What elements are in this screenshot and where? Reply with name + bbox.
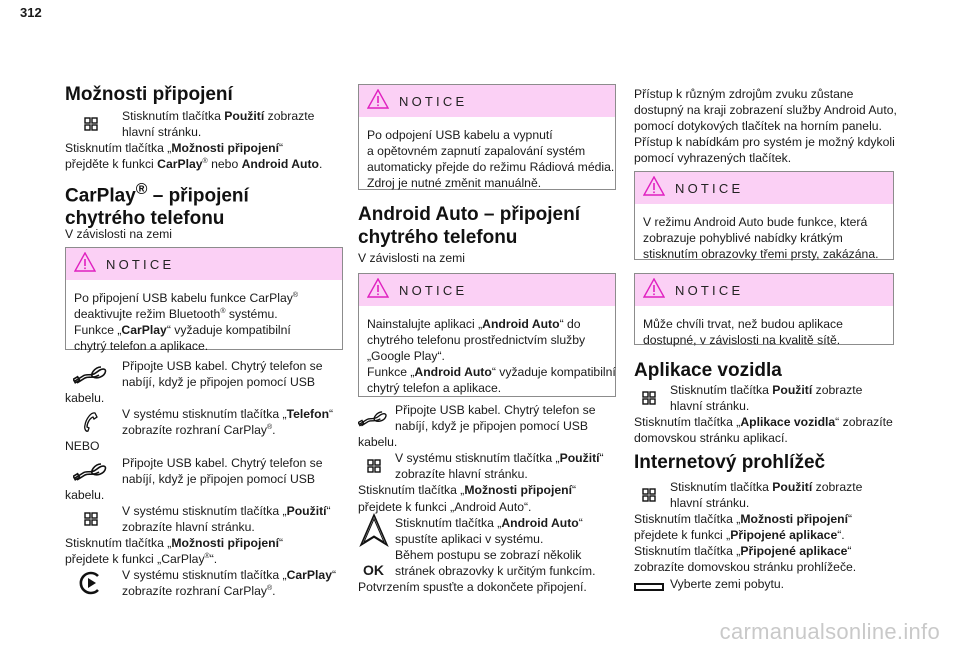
paragraph (634, 86, 897, 166)
registered-mark: spustíte aplikaci v systému. (395, 531, 544, 546)
instruction-item (634, 576, 894, 592)
text-line (65, 487, 343, 503)
heading-line (634, 359, 894, 382)
registered-mark: nabíjí, když je připojen pomocí USB (122, 471, 316, 486)
registered-mark: přejděte k funkci (65, 157, 158, 172)
registered-mark: “ (572, 483, 577, 498)
notice-body (66, 280, 342, 360)
registered-mark: zobrazte (812, 480, 863, 494)
text-line (358, 402, 616, 418)
text-line (367, 143, 607, 159)
registered-mark: zobrazíte rozhraní CarPlay (122, 584, 267, 599)
text-line (367, 364, 616, 380)
warning-icon (643, 176, 665, 201)
registered-mark: zobrazte (812, 383, 863, 397)
registered-mark: systému. (225, 307, 278, 322)
heading-line (634, 451, 894, 474)
text-line (367, 348, 607, 364)
browser-steps (634, 479, 894, 592)
watermark: carmanualsonline.info (719, 619, 940, 644)
instruction-item (65, 108, 343, 172)
text-line (634, 382, 894, 398)
android-auto-steps (358, 402, 616, 595)
registered-mark: ® (266, 424, 273, 432)
registered-mark: “. (209, 552, 218, 567)
heading-line (358, 203, 616, 226)
notice-header (66, 248, 342, 280)
bold-text: Telefon (286, 407, 330, 422)
registered-mark: ® (202, 158, 208, 166)
bold-text: Android Auto (414, 365, 492, 380)
notice-header (359, 274, 615, 306)
registered-mark: nebo (207, 157, 242, 172)
registered-mark: Potvrzením spusťte a dokončete připojení. (358, 580, 587, 595)
registered-mark: Vyberte zemi pobytu. (670, 576, 785, 591)
bold-text: Aplikace vozidla (740, 415, 836, 430)
registered-mark: a opětovném zapnutí zapalování systém (367, 144, 586, 159)
registered-mark: Stisknutím tlačítka (122, 109, 225, 123)
paragraph (358, 250, 616, 266)
heading-line (65, 83, 343, 106)
text-line (358, 563, 616, 579)
registered-mark: NEBO (65, 439, 100, 454)
section-browser-title (634, 451, 894, 474)
bold-text: Android Auto (482, 317, 560, 331)
registered-mark: V systému stisknutím tlačítka „ (122, 503, 287, 518)
registered-mark: Stisknutím tlačítka (670, 480, 773, 494)
usb-disconnect-notice (358, 84, 616, 190)
notice-title: NOTICE (675, 282, 744, 298)
registered-mark: Stisknutím tlačítka „ (634, 544, 741, 559)
network-quality-notice (634, 273, 894, 348)
instruction-item (65, 503, 343, 567)
heading-line (358, 226, 616, 249)
text-line (358, 579, 616, 595)
android-country-note (358, 250, 616, 266)
notice-header (635, 274, 893, 306)
registered-mark: přejdete k funkci „Android Auto“. (358, 499, 532, 514)
registered-mark: stránek obrazovky k určitým funkcím. (395, 563, 596, 578)
registered-mark: Funkce „ (367, 365, 415, 380)
audio-sources-paragraph (634, 86, 897, 166)
text-line (634, 134, 894, 150)
registered-mark: V režimu Android Auto bude funkce, která (643, 215, 868, 229)
page-number: 312 (20, 5, 42, 20)
registered-mark: “ (279, 141, 284, 156)
instruction-item (358, 547, 616, 595)
text-line (634, 495, 894, 511)
text-line (634, 150, 894, 166)
bold-text: Použití (286, 503, 327, 518)
registered-mark: hlavní stránku. (670, 496, 750, 511)
carplay-notice (65, 247, 343, 354)
registered-mark: chytrého telefonu prostřednictvím služby (367, 333, 586, 348)
phone-icon (65, 406, 116, 438)
bold-text: Použití (224, 109, 265, 123)
text-line (367, 159, 615, 175)
registered-mark: “ vyžaduje kompatibilní (166, 323, 291, 338)
registered-mark: „Google Play“. (367, 349, 445, 364)
text-line (634, 576, 894, 592)
text-line (358, 434, 616, 450)
registered-mark: Zdroj je nutné změnit manuálně. (367, 176, 542, 191)
registered-mark: V systému stisknutím tlačítka „ (395, 451, 560, 466)
bold-text: Možnosti připojení (740, 512, 848, 527)
registered-mark: “ (279, 536, 284, 551)
registered-mark: “ (599, 451, 604, 466)
registered-mark: CarPlay (65, 185, 136, 207)
bold-text: Použití (772, 383, 813, 397)
registered-mark: nabíjí, když je připojen pomocí USB (395, 419, 589, 434)
usb-cable-icon (65, 358, 116, 390)
text-line (74, 338, 334, 354)
notice-body (635, 204, 893, 268)
text-line (634, 479, 894, 495)
registered-mark: zobrazíte domovskou stránku prohlížeče. (634, 560, 857, 575)
text-line (643, 214, 885, 230)
bold-text: Připojené aplikace (740, 544, 848, 559)
registered-mark: Stisknutím tlačítka „ (634, 512, 741, 527)
registered-mark: . (272, 584, 276, 599)
notice-title: NOTICE (106, 256, 175, 272)
section-connectivity-title (65, 83, 343, 106)
instruction-item (634, 479, 894, 576)
notice-title: NOTICE (675, 180, 744, 196)
registered-mark: Stisknutím tlačítka „ (634, 415, 741, 430)
registered-mark: “ (847, 544, 852, 559)
paragraph (65, 226, 343, 242)
carplay-country-note (65, 226, 343, 242)
registered-mark: Připojte USB kabel. Chytrý telefon se (122, 359, 323, 373)
notice-header (359, 85, 615, 117)
bold-text: Připojené aplikace (730, 528, 838, 543)
registered-mark: pomocí dotykových tlačítek na horním panelu. (634, 119, 882, 134)
vehicle-apps-steps (634, 382, 894, 446)
instruction-item (358, 402, 616, 450)
section-android-auto-title (358, 203, 616, 249)
text-line (358, 531, 616, 547)
notice-body (635, 306, 893, 354)
registered-mark: Připojte USB kabel. Chytrý telefon se (395, 403, 596, 417)
carplay-icon (65, 567, 116, 599)
warning-icon (643, 278, 665, 303)
text-line (634, 414, 894, 430)
warning-icon (367, 278, 389, 303)
instruction-item (358, 515, 616, 547)
text-line (65, 390, 343, 406)
registered-mark: stisknutím obrazovky třemi prsty, zakázána. (643, 247, 879, 262)
registered-mark: Přístup k nabídkám pro systém je možný kdykoli (634, 135, 895, 150)
registered-mark: přejdete k funkci „CarPlay (65, 552, 205, 567)
instruction-item (358, 450, 616, 514)
bold-text: Použití (772, 480, 813, 494)
text-line (643, 230, 885, 246)
bold-text: Možnosti připojení (464, 483, 572, 498)
text-line (65, 226, 343, 242)
registered-mark: . (319, 157, 323, 172)
registered-mark: Nainstalujte aplikaci „ (367, 317, 483, 331)
registered-mark: ® (135, 181, 148, 198)
text-line (65, 551, 343, 567)
android-install-notice (358, 273, 616, 397)
registered-mark: zobrazuje pohyblivé nabídky krátkým (643, 231, 843, 246)
registered-mark: “ zobrazíte (835, 415, 893, 430)
registered-mark: Připojte USB kabel. Chytrý telefon se (122, 455, 323, 470)
text-line (65, 438, 343, 454)
registered-mark: zobrazíte rozhraní CarPlay (122, 423, 267, 438)
registered-mark: Android Auto – připojení (358, 204, 580, 225)
usb-cable-icon (358, 402, 389, 434)
registered-mark: hlavní stránku. (122, 125, 202, 140)
notice-title: NOTICE (399, 93, 468, 109)
text-line (358, 499, 616, 515)
text-line (643, 332, 885, 348)
grid-icon (358, 450, 389, 482)
registered-mark: zobrazte (264, 109, 315, 123)
registered-mark: Po odpojení USB kabelu a vypnutí (367, 128, 553, 142)
registered-mark: chytrý telefon a aplikace. (367, 381, 502, 396)
registered-mark: ® (266, 585, 273, 593)
registered-mark: “ (329, 407, 334, 422)
grid-icon (634, 382, 664, 414)
registered-mark: ® (220, 308, 226, 316)
registered-mark: kabelu. (65, 391, 105, 406)
text-line (634, 118, 894, 134)
bold-text: Android Auto (241, 157, 320, 172)
warning-icon (367, 89, 389, 114)
registered-mark: V závislosti na zemi (65, 227, 173, 241)
text-line (65, 140, 343, 156)
usb-cable-icon (65, 455, 116, 487)
registered-mark: dostupný na kraji zobrazení služby Android Auto, (634, 103, 897, 118)
registered-mark: “ (578, 515, 583, 530)
instruction-item (65, 358, 343, 406)
registered-mark: – připojení (147, 185, 249, 207)
registered-mark: V závislosti na zemi (358, 251, 466, 265)
section-vehicle-apps-title (634, 359, 894, 382)
text-line (358, 250, 616, 266)
registered-mark: pomocí vyhrazených tlačítek. (634, 151, 792, 166)
text-line (74, 322, 334, 338)
registered-mark: kabelu. (358, 435, 398, 450)
connectivity-intro (65, 108, 343, 172)
grid-icon (65, 108, 116, 140)
bold-text: Použití (559, 451, 600, 466)
text-line (74, 306, 334, 322)
registered-mark: dostupné, v závislosti na kvalitě sítě. (643, 333, 841, 348)
heading-line (65, 178, 343, 207)
registered-mark: Internetový prohlížeč (634, 452, 826, 473)
registered-mark: kabelu. (65, 487, 105, 502)
registered-mark: chytrého telefonu (65, 208, 225, 230)
registered-mark: Stisknutím tlačítka „ (395, 515, 502, 530)
registered-mark: ® (292, 292, 298, 299)
text-line (74, 290, 334, 306)
bold-text: Android Auto (501, 515, 579, 530)
registered-mark: “ vyžaduje kompatibilní (491, 365, 616, 380)
registered-mark: chytrého telefonu (358, 227, 518, 248)
registered-mark: “ (326, 503, 331, 518)
registered-mark: Aplikace vozidla (634, 360, 782, 381)
registered-mark: ® (204, 553, 210, 561)
text-line (634, 430, 894, 446)
bold-text: Možnosti připojení (171, 536, 279, 551)
section-carplay-title (65, 178, 343, 230)
bold-text: CarPlay (121, 323, 167, 338)
flag-icon (634, 576, 664, 592)
grid-icon (65, 503, 116, 535)
bold-text: CarPlay (286, 568, 332, 583)
ok-label: OK (363, 561, 384, 578)
text-line (634, 86, 894, 102)
text-line (634, 398, 894, 414)
registered-mark: Funkce „ (74, 323, 122, 338)
text-line (634, 543, 894, 559)
registered-mark: přejdete k funkci „ (634, 528, 731, 543)
instruction-item (634, 382, 894, 446)
registered-mark: Stisknutím tlačítka „ (65, 536, 172, 551)
instruction-item (65, 455, 343, 503)
ok-icon (358, 547, 389, 579)
registered-mark: deaktivujte režim Bluetooth (74, 307, 221, 322)
text-line (634, 511, 894, 527)
three-finger-notice (634, 171, 894, 260)
carplay-steps (65, 358, 343, 599)
text-line (643, 316, 885, 332)
bold-text: Možnosti připojení (171, 141, 279, 156)
text-line (358, 515, 616, 531)
registered-mark: Možnosti připojení (65, 84, 233, 105)
registered-mark: nabíjí, když je připojen pomocí USB (122, 375, 316, 390)
text-line (367, 332, 607, 348)
registered-mark: Může chvíli trvat, než budou aplikace (643, 317, 843, 331)
registered-mark: chytrý telefon a aplikace. (74, 339, 209, 354)
text-line (358, 450, 616, 466)
registered-mark: Stisknutím tlačítka (670, 383, 773, 397)
text-line (358, 482, 616, 498)
text-line (367, 175, 607, 191)
text-line (643, 246, 885, 262)
registered-mark: Po připojení USB kabelu funkce CarPlay (74, 291, 293, 305)
registered-mark: “ do (559, 317, 581, 331)
registered-mark: automaticky přejde do režimu Rádiová média. (367, 160, 615, 175)
text-line (634, 102, 897, 118)
registered-mark: “ (848, 512, 853, 527)
instruction-item (65, 567, 343, 599)
registered-mark: zobrazíte hlavní stránku. (122, 519, 255, 534)
notice-header (635, 172, 893, 204)
text-line (634, 559, 894, 575)
registered-mark: “ (331, 568, 337, 583)
bold-text: CarPlay (157, 157, 203, 172)
registered-mark: . (272, 423, 276, 438)
registered-mark: V systému stisknutím tlačítka „ (122, 407, 287, 422)
registered-mark: zobrazíte hlavní stránku. (395, 467, 528, 482)
registered-mark: V systému stisknutím tlačítka „ (122, 568, 287, 583)
text-line (358, 466, 616, 482)
registered-mark: Stisknutím tlačítka „ (65, 141, 172, 156)
grid-icon (634, 479, 664, 511)
instruction-item (65, 406, 343, 454)
text-line (367, 380, 607, 396)
registered-mark: Stisknutím tlačítka „ (358, 483, 465, 498)
notice-body (359, 306, 615, 402)
registered-mark: Přístup k různým zdrojům zvuku zůstane (634, 87, 854, 101)
warning-icon (74, 252, 96, 277)
text-line (65, 156, 343, 172)
text-line (367, 316, 607, 332)
android-auto-icon (358, 515, 389, 547)
text-line (65, 535, 343, 551)
registered-mark: “. (837, 528, 845, 543)
registered-mark: Během postupu se zobrazí několik (395, 547, 582, 562)
notice-body (359, 117, 615, 197)
text-line (367, 127, 607, 143)
text-line (358, 418, 616, 434)
notice-title: NOTICE (399, 282, 468, 298)
registered-mark: hlavní stránku. (670, 399, 750, 414)
text-line (634, 527, 894, 543)
text-line (358, 547, 616, 563)
registered-mark: domovskou stránku aplikací. (634, 431, 788, 446)
